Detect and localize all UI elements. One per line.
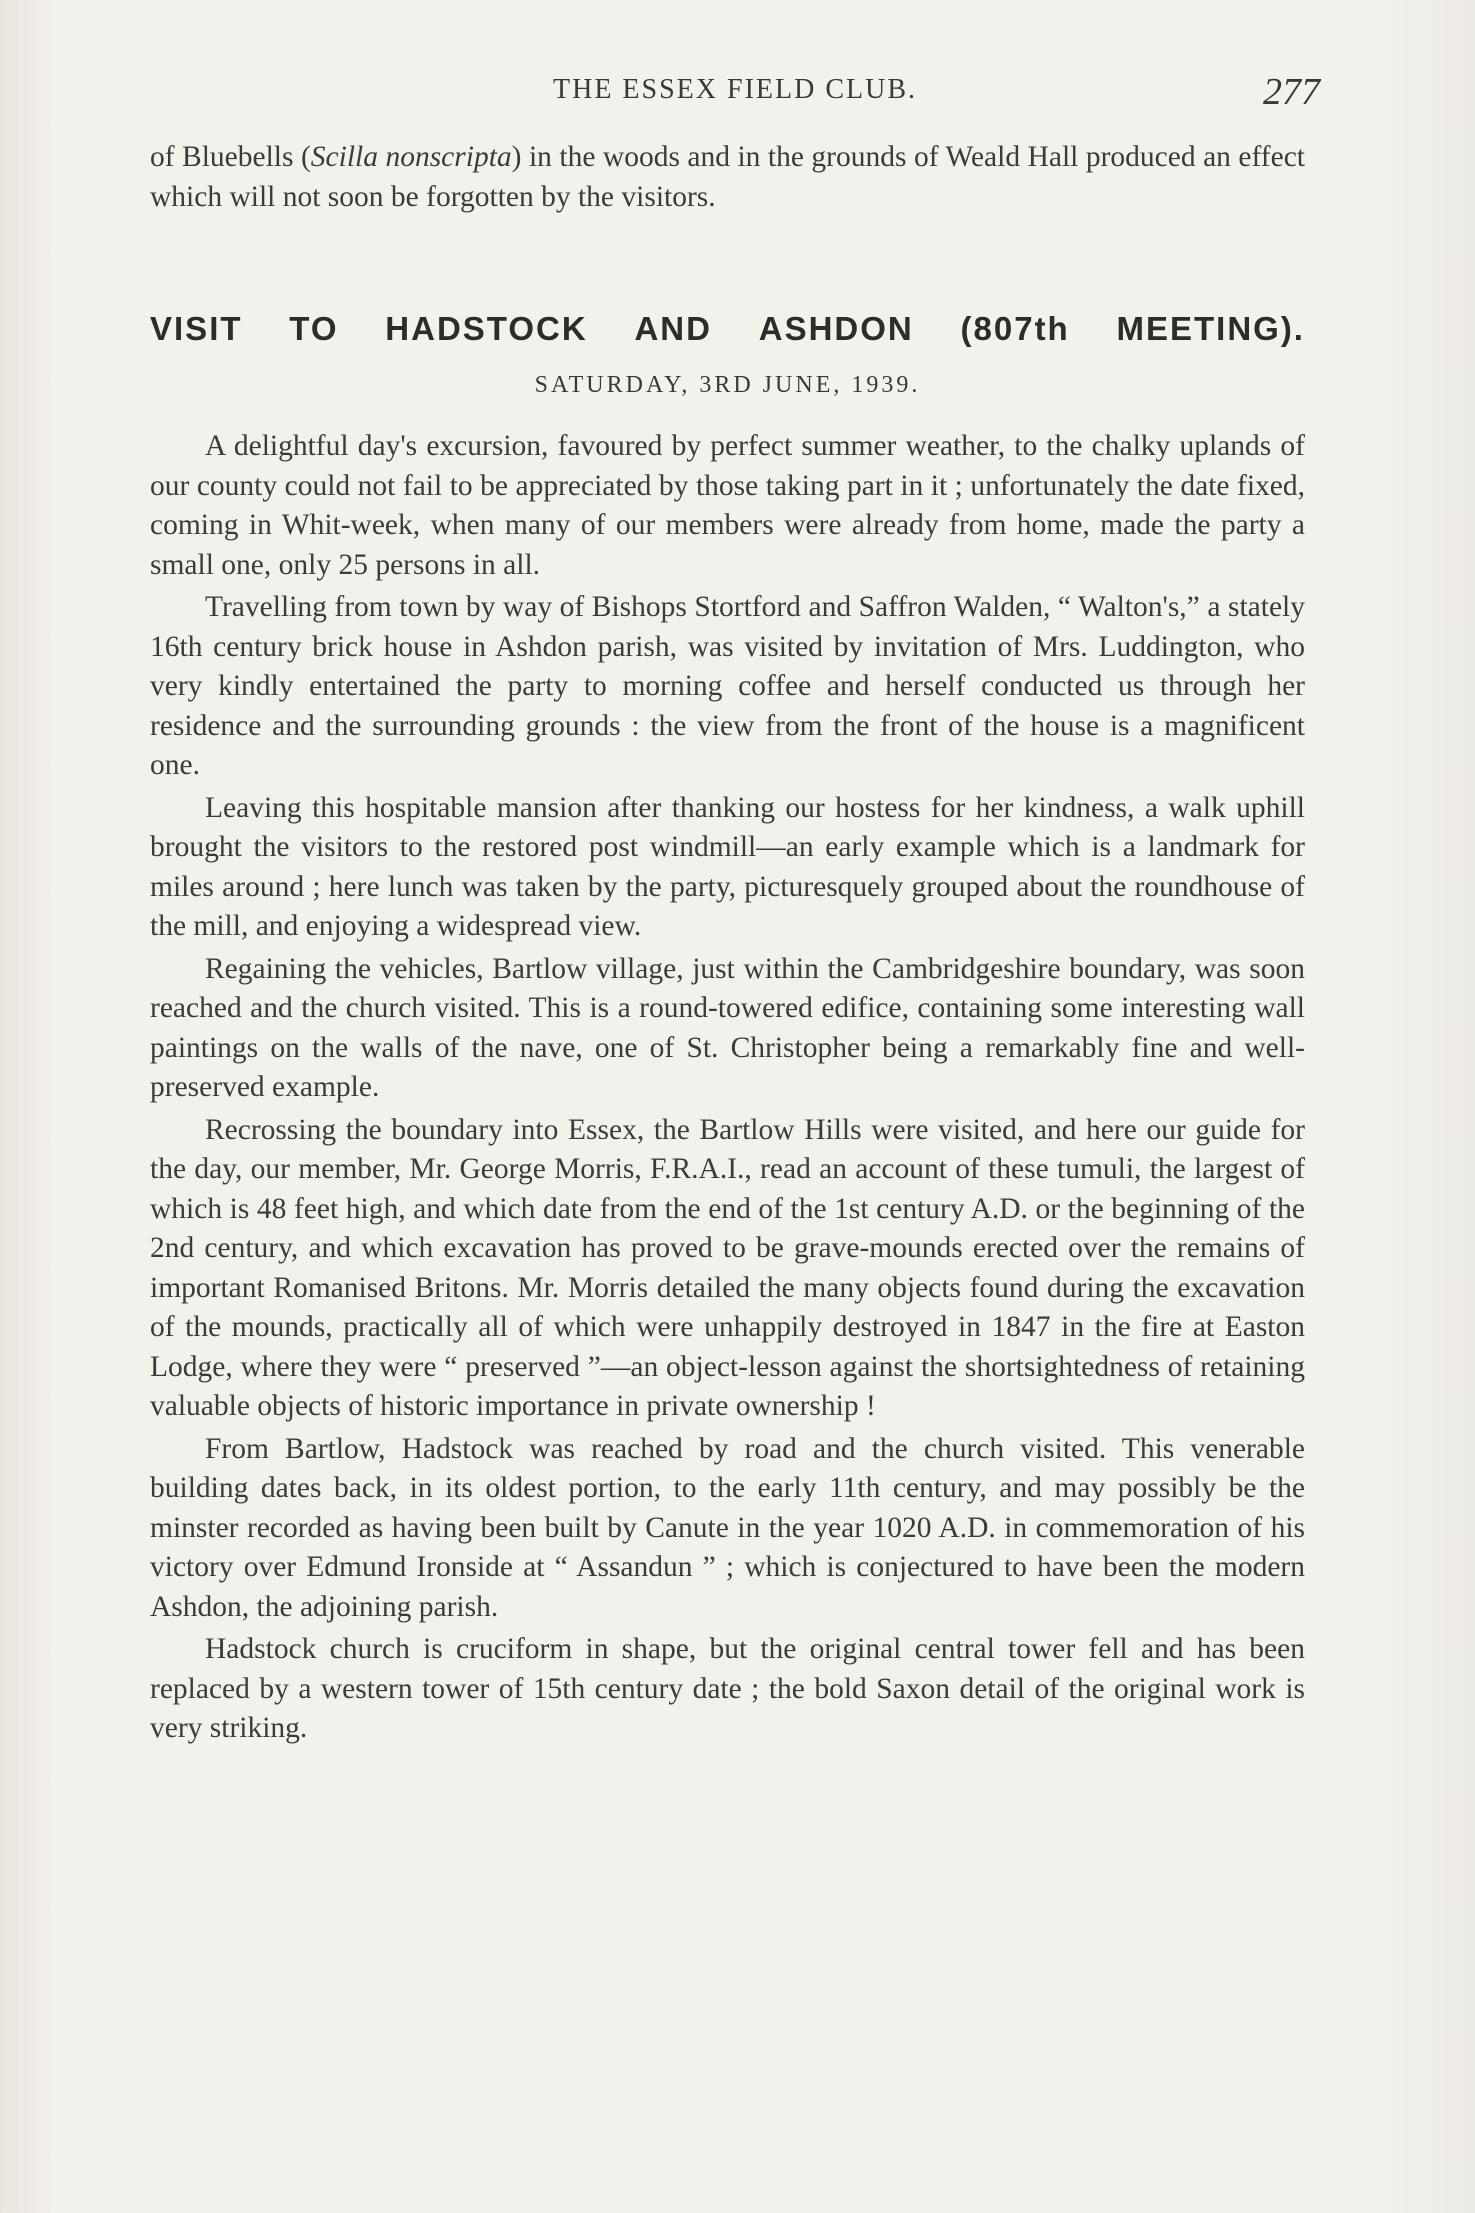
intro-text-after: ) in the woods and in the grounds of Weald Hall produced an effect which will not soon be forgotten by the visitors.: [150, 141, 1305, 213]
paragraph: Regaining the vehicles, Bartlow village, just within the Cambridgeshire boundary, was soon reached and the church visited. This is a round-towered edifice, containing some interesting wall paintings on the walls of the nave, one of St. Christopher being a remarkably fine and well-preserved example.: [150, 952, 1305, 1103]
running-title: THE ESSEX FIELD CLUB.: [553, 74, 917, 105]
continued-paragraph: [150, 138, 1305, 217]
meeting-date: SATURDAY, 3RD JUNE, 1939.: [534, 372, 921, 398]
heading-word: ASHDON: [758, 310, 914, 347]
heading-word: TO: [289, 310, 339, 347]
heading-word: AND: [634, 310, 712, 347]
paragraph: From Bartlow, Hadstock was reached by road and the church visited. This venerable building dates back, in its oldest portion, to the early 11th century, and may possibly be the minster recorded as having been built by Canute in the year 1020 A.D. in commemoration of his victory over Edmund Ironside at “ Assandun ” ; which is conjectured to have been the modern Ashdon, the adjoining parish.: [150, 1432, 1305, 1623]
page-number: 277: [1263, 71, 1320, 113]
paragraph: Hadstock church is cruciform in shape, but the original central tower fell and has been replaced by a western tower of 15th century date ; the bold Saxon detail of the original work is very striking.: [150, 1633, 1305, 1744]
paragraph: Travelling from town by way of Bishops Stortford and Saffron Walden, “ Walton's,” a stately 16th century brick house in Ashdon parish, was visited by invitation of Mrs. Luddington, who very kindly entertained the party to morning coffee and herself conducted us through her residence and the surrounding grounds : the view from the front of the house is a magnificent one.: [150, 591, 1305, 781]
article-heading: [150, 310, 1305, 348]
running-head: [150, 70, 1320, 120]
heading-word: VISIT: [150, 310, 243, 347]
heading-word: HADSTOCK: [385, 310, 588, 347]
paragraph: Recrossing the boundary into Essex, the Bartlow Hills were visited, and here our guide for the day, our member, Mr. George Morris, F.R.A.I., read an account of these tumuli, the largest of which is 48 feet high, and which date from the end of the 1st century A.D. or the beginning of the 2nd century, and which excavation has proved to be grave-mounds erected over the remains of important Romanised Britons. Mr. Morris detailed the many objects found during the excavation of the mounds, practically all of which were unhappily destroyed in 1847 in the fire at Easton Lodge, where they were “ preserved ”—an object-lesson against the shortsightedness of retaining valuable objects of historic importance in private ownership !: [150, 1113, 1305, 1422]
intro-text-before: of Bluebells (: [150, 141, 311, 173]
heading-word: (807th: [960, 310, 1070, 347]
paragraph: Leaving this hospitable mansion after thanking our hostess for her kindness, a walk uphill brought the visitors to the restored post windmill—an early example which is a landmark for miles around ; here lunch was taken by the party, picturesquely grouped about the roundhouse of the mill, and enjoying a widespread view.: [150, 791, 1305, 942]
paragraph: A delightful day's excursion, favoured by perfect summer weather, to the chalky uplands of our county could not fail to be appreciated by those taking part in it ; unfortunately the date fixed, coming in Whit-week, when many of our members were already from home, made the party a small one, only 25 persons in all.: [150, 430, 1305, 581]
heading-word: MEETING).: [1116, 310, 1305, 347]
intro-species-name: Scilla nonscripta: [310, 141, 512, 173]
article-body: [150, 427, 1305, 1749]
